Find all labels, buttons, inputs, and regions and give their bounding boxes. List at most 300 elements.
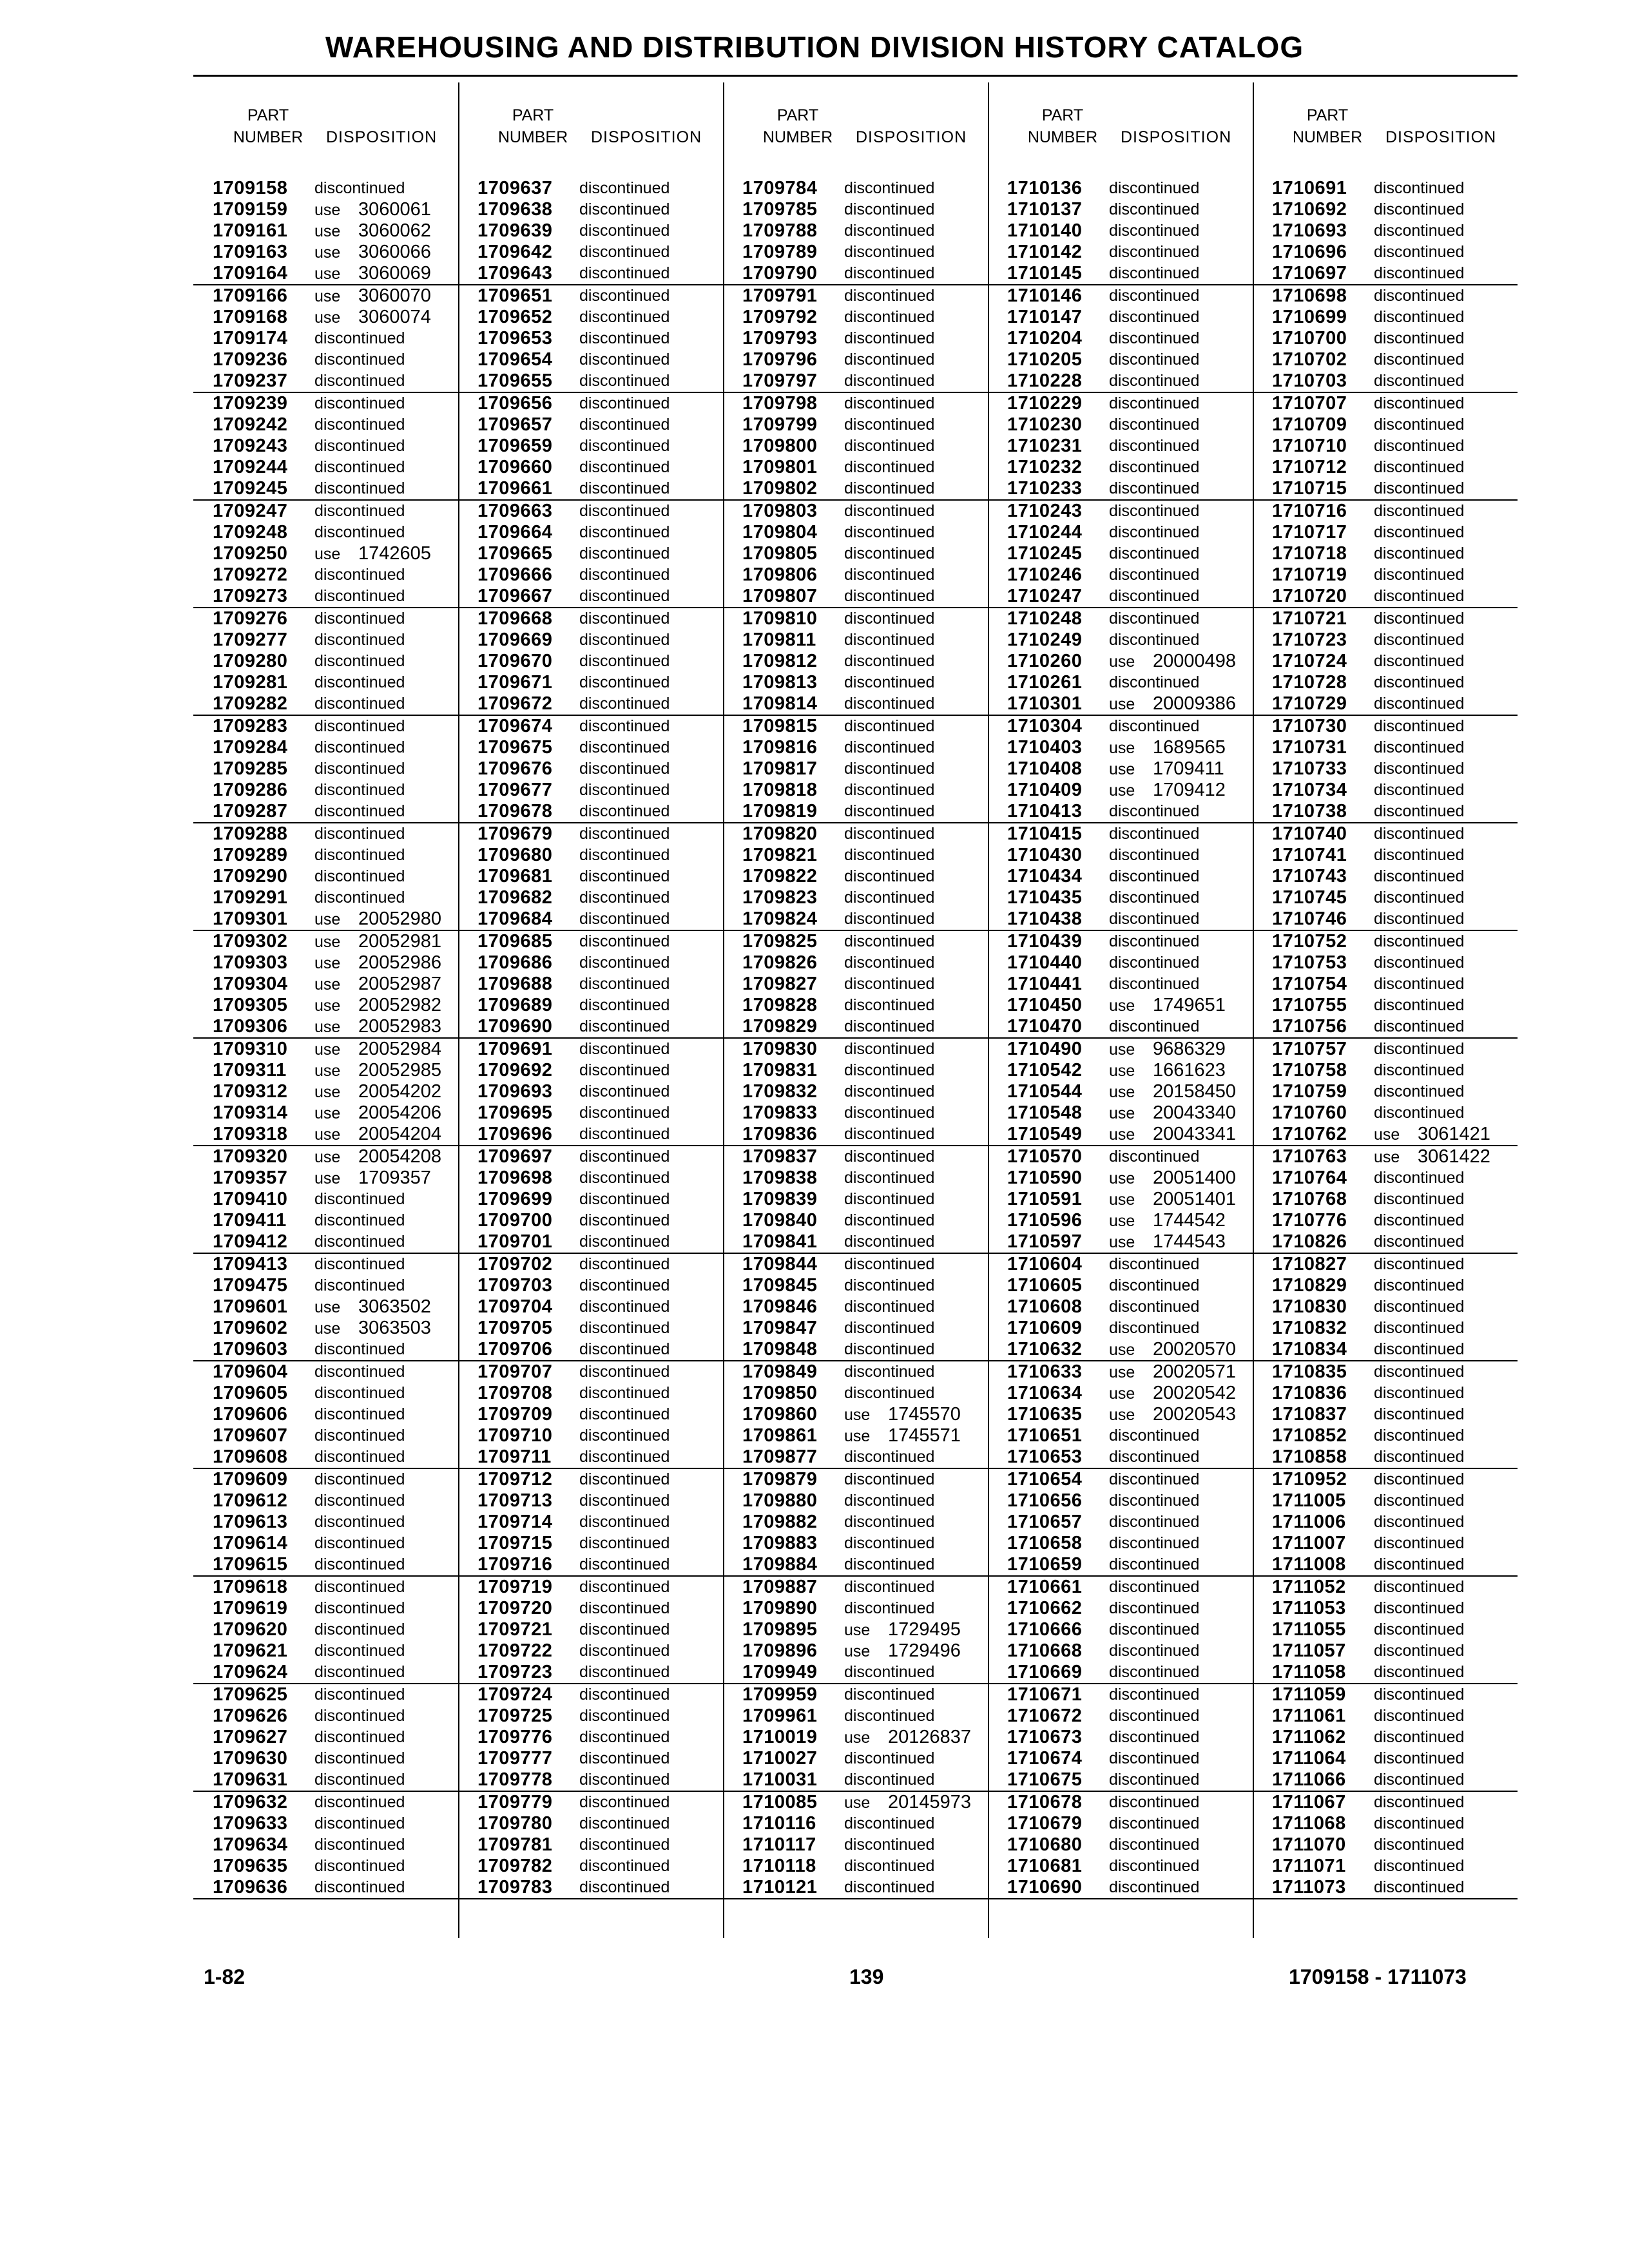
table-row <box>723 220 988 242</box>
part-number: 1709822 <box>742 866 818 887</box>
disposition: discontinued <box>314 1857 405 1875</box>
catalog-table <box>193 79 1518 1943</box>
part-number: 1709725 <box>477 1706 553 1726</box>
part-number: 1709895 <box>742 1619 818 1640</box>
disposition: discontinued <box>314 673 405 691</box>
table-row <box>458 1081 723 1102</box>
disposition: discontinued <box>844 587 935 605</box>
part-number: 1709841 <box>742 1231 818 1252</box>
part-number: 1709667 <box>477 586 553 606</box>
part-number: 1710830 <box>1272 1296 1347 1317</box>
disposition: discontinued <box>579 1298 670 1316</box>
table-row <box>193 952 458 974</box>
table-row <box>723 931 988 952</box>
table-row <box>988 651 1253 672</box>
disposition: discontinued <box>844 932 935 950</box>
disposition: discontinued <box>844 738 935 756</box>
part-number: 1711058 <box>1272 1662 1346 1682</box>
part-number: 1710117 <box>742 1834 816 1855</box>
table-row <box>723 1016 988 1037</box>
table-row <box>988 1168 1253 1189</box>
table-row <box>1253 478 1518 499</box>
table-row <box>1253 1425 1518 1446</box>
disposition: discontinued <box>579 1534 670 1552</box>
part-number: 1709827 <box>742 974 818 994</box>
part-number: 1709820 <box>742 823 818 844</box>
disposition: discontinued <box>579 502 670 520</box>
part-number: 1709805 <box>742 543 818 564</box>
disposition: discontinued <box>1374 932 1465 950</box>
disposition: use1729496 <box>844 1640 961 1661</box>
disposition: discontinued <box>1109 1814 1200 1832</box>
table-row <box>723 1039 988 1060</box>
table-row <box>458 1039 723 1060</box>
disposition: use3060066 <box>314 242 431 262</box>
disposition: use3060062 <box>314 220 431 241</box>
table-row <box>988 801 1253 822</box>
disposition: discontinued <box>1109 479 1200 497</box>
entry-group <box>723 931 988 1039</box>
disposition: discontinued <box>314 351 405 369</box>
table-row <box>458 1275 723 1296</box>
part-number: 1710757 <box>1272 1039 1347 1059</box>
part-number: 1709896 <box>742 1640 818 1661</box>
disposition: discontinued <box>1109 1555 1200 1573</box>
part-number: 1709688 <box>477 974 553 994</box>
disposition: discontinued <box>1109 1319 1200 1337</box>
table-row <box>458 908 723 930</box>
table-row <box>458 199 723 220</box>
part-number: 1709638 <box>477 199 553 220</box>
table-row <box>1253 974 1518 995</box>
disposition: discontinued <box>844 1319 935 1337</box>
disposition: discontinued <box>579 523 670 541</box>
part-number: 1710657 <box>1007 1512 1083 1532</box>
table-row <box>193 1060 458 1081</box>
entry-group <box>458 1792 723 1899</box>
table-row <box>458 285 723 307</box>
disposition: discontinued <box>314 1686 405 1704</box>
disposition: discontinued <box>1374 1470 1465 1488</box>
disposition: discontinued <box>1374 1728 1465 1746</box>
table-row <box>458 1146 723 1168</box>
part-number: 1710678 <box>1007 1792 1083 1812</box>
part-number: 1710590 <box>1007 1168 1083 1188</box>
table-row <box>458 1856 723 1877</box>
disposition: discontinued <box>579 1620 670 1639</box>
disposition: discontinued <box>1109 287 1200 305</box>
table-row <box>458 220 723 242</box>
table-row <box>193 693 458 715</box>
disposition: discontinued <box>1374 264 1465 282</box>
disposition: discontinued <box>1374 695 1465 713</box>
part-number: 1710544 <box>1007 1081 1083 1102</box>
disposition: discontinued <box>314 1878 405 1896</box>
table-row <box>193 349 458 370</box>
part-number: 1709639 <box>477 220 553 241</box>
part-number: 1710146 <box>1007 285 1083 306</box>
disposition: use20020571 <box>1109 1361 1237 1382</box>
table-row <box>723 1254 988 1275</box>
part-number: 1710703 <box>1272 370 1347 391</box>
part-number: 1709168 <box>213 307 288 327</box>
disposition: discontinued <box>844 502 935 520</box>
part-number: 1710768 <box>1272 1189 1347 1209</box>
table-row <box>723 543 988 564</box>
part-number: 1709788 <box>742 220 818 241</box>
part-number: 1709643 <box>477 263 553 284</box>
part-heading-line2: NUMBER <box>233 128 304 146</box>
disposition: discontinued <box>844 1534 935 1552</box>
table-row <box>458 1016 723 1037</box>
table-row <box>458 1404 723 1425</box>
part-number: 1710834 <box>1272 1339 1347 1360</box>
disposition: discontinued <box>314 502 405 520</box>
disposition-heading: DISPOSITION <box>856 128 967 146</box>
part-number: 1709158 <box>213 178 288 198</box>
disposition: discontinued <box>314 1836 405 1854</box>
footer-part-range: 1709158 - 1711073 <box>1289 1965 1467 1988</box>
part-number: 1709624 <box>213 1662 288 1682</box>
part-number: 1709674 <box>477 716 553 736</box>
part-number: 1710669 <box>1007 1662 1083 1682</box>
disposition: discontinued <box>1374 1405 1465 1423</box>
part-number: 1709680 <box>477 845 553 865</box>
table-row <box>458 522 723 543</box>
disposition: discontinued <box>314 1663 405 1681</box>
part-number: 1710244 <box>1007 522 1083 543</box>
disposition: use20054208 <box>314 1146 442 1167</box>
part-number: 1709289 <box>213 845 288 865</box>
disposition: discontinued <box>1374 1578 1465 1596</box>
table-row <box>193 522 458 543</box>
part-number: 1709949 <box>742 1662 818 1682</box>
disposition: discontinued <box>579 329 670 347</box>
disposition: discontinued <box>314 437 405 455</box>
part-number: 1709159 <box>213 199 288 220</box>
disposition: discontinued <box>314 1578 405 1596</box>
disposition: use20000498 <box>1109 651 1237 671</box>
disposition: discontinued <box>579 200 670 218</box>
disposition: discontinued <box>579 308 670 326</box>
disposition: discontinued <box>1374 1686 1465 1704</box>
part-number: 1709722 <box>477 1640 553 1661</box>
table-row <box>193 672 458 693</box>
table-row <box>988 931 1253 952</box>
part-number: 1710653 <box>1007 1446 1083 1467</box>
part-number: 1709715 <box>477 1533 553 1553</box>
disposition: discontinued <box>1374 1836 1465 1854</box>
entry-group <box>1253 1577 1518 1684</box>
disposition: use1742605 <box>314 543 431 564</box>
table-row <box>988 1210 1253 1231</box>
part-number: 1709301 <box>213 908 288 929</box>
part-number: 1709630 <box>213 1748 288 1769</box>
part-number: 1710697 <box>1272 263 1347 284</box>
table-row <box>723 1168 988 1189</box>
table-row <box>723 1598 988 1619</box>
table-row <box>193 1168 458 1189</box>
part-number: 1709789 <box>742 242 818 262</box>
disposition: discontinued <box>579 587 670 605</box>
part-number: 1710699 <box>1272 307 1347 327</box>
part-number: 1711055 <box>1272 1619 1346 1640</box>
part-number: 1710136 <box>1007 178 1083 198</box>
catalog-column-5 <box>1253 79 1518 1943</box>
part-number: 1709304 <box>213 974 288 994</box>
table-row <box>193 1039 458 1060</box>
disposition: discontinued <box>1374 760 1465 778</box>
disposition: discontinued <box>1374 1255 1465 1273</box>
disposition: discontinued <box>1374 243 1465 261</box>
table-row <box>988 242 1253 263</box>
part-number: 1710596 <box>1007 1210 1083 1231</box>
table-row <box>193 716 458 737</box>
disposition: discontinued <box>579 1470 670 1488</box>
disposition: discontinued <box>1109 1017 1200 1035</box>
table-row <box>1253 1124 1518 1145</box>
part-number: 1709798 <box>742 393 818 414</box>
table-row <box>458 1598 723 1619</box>
disposition: use20052987 <box>314 974 442 994</box>
table-row <box>458 1189 723 1210</box>
table-row <box>723 672 988 693</box>
part-number: 1709303 <box>213 952 288 973</box>
disposition: discontinued <box>314 1642 405 1660</box>
part-number: 1709612 <box>213 1490 288 1511</box>
disposition: discontinued <box>844 287 935 305</box>
disposition: discontinued <box>314 1793 405 1811</box>
part-number: 1709706 <box>477 1339 553 1360</box>
part-number: 1709609 <box>213 1469 288 1490</box>
part-number: 1709412 <box>213 1231 288 1252</box>
table-row <box>193 1425 458 1446</box>
part-number: 1710740 <box>1272 823 1347 844</box>
table-row <box>1253 801 1518 822</box>
part-number: 1709163 <box>213 242 288 262</box>
disposition: discontinued <box>844 695 935 713</box>
disposition: discontinued <box>579 1878 670 1896</box>
table-row <box>1253 1490 1518 1512</box>
part-number: 1710231 <box>1007 436 1083 456</box>
table-row <box>1253 845 1518 866</box>
table-row <box>193 1662 458 1683</box>
table-row <box>1253 629 1518 651</box>
disposition: discontinued <box>844 1298 935 1316</box>
disposition: discontinued <box>1109 1663 1200 1681</box>
part-number: 1710605 <box>1007 1275 1083 1296</box>
table-row <box>193 1102 458 1124</box>
disposition: discontinued <box>1374 867 1465 885</box>
disposition: use20009386 <box>1109 693 1237 714</box>
disposition: discontinued <box>844 1578 935 1596</box>
table-row <box>193 1748 458 1769</box>
disposition: use3063502 <box>314 1296 431 1317</box>
table-row <box>988 1554 1253 1575</box>
part-number: 1710204 <box>1007 328 1083 349</box>
table-row <box>458 1769 723 1791</box>
entry-group <box>193 1469 458 1577</box>
table-row <box>458 952 723 974</box>
part-number: 1710763 <box>1272 1146 1347 1167</box>
disposition: use20020570 <box>1109 1339 1237 1360</box>
part-number: 1709818 <box>742 780 818 800</box>
disposition: use1709357 <box>314 1168 431 1188</box>
disposition: discontinued <box>314 566 405 584</box>
table-row <box>723 328 988 349</box>
part-number: 1710085 <box>742 1792 818 1812</box>
part-number-heading <box>494 104 572 148</box>
disposition: discontinued <box>1374 738 1465 756</box>
disposition: discontinued <box>579 1125 670 1143</box>
table-row <box>723 242 988 263</box>
table-row <box>1253 1554 1518 1575</box>
part-number: 1710730 <box>1272 716 1347 736</box>
table-row <box>988 328 1253 349</box>
disposition: discontinued <box>844 1749 935 1767</box>
disposition: discontinued <box>1109 1470 1200 1488</box>
disposition: discontinued <box>314 717 405 735</box>
table-row <box>723 1210 988 1231</box>
part-number: 1709707 <box>477 1361 553 1382</box>
disposition: discontinued <box>1374 975 1465 993</box>
table-row <box>458 887 723 908</box>
table-row <box>988 693 1253 715</box>
table-row <box>193 1124 458 1145</box>
table-row <box>988 1425 1253 1446</box>
part-number: 1710698 <box>1272 285 1347 306</box>
disposition: discontinued <box>579 910 670 928</box>
disposition: discontinued <box>1109 1749 1200 1767</box>
table-row <box>458 242 723 263</box>
part-number: 1710243 <box>1007 501 1083 521</box>
part-number: 1710140 <box>1007 220 1083 241</box>
part-number: 1710434 <box>1007 866 1083 887</box>
disposition: discontinued <box>314 1233 405 1251</box>
table-row <box>988 522 1253 543</box>
part-number: 1709790 <box>742 263 818 284</box>
part-number: 1709174 <box>213 328 288 349</box>
part-number: 1710413 <box>1007 801 1083 822</box>
part-number: 1709685 <box>477 931 553 952</box>
table-row <box>723 608 988 629</box>
disposition: discontinued <box>1374 1233 1465 1251</box>
disposition: discontinued <box>1374 846 1465 864</box>
part-number: 1710635 <box>1007 1404 1083 1425</box>
disposition: discontinued <box>579 351 670 369</box>
entry-group <box>723 393 988 501</box>
disposition: discontinued <box>314 372 405 390</box>
part-number: 1709877 <box>742 1446 818 1467</box>
table-row <box>988 995 1253 1016</box>
entry-group <box>723 1254 988 1361</box>
disposition: discontinued <box>1374 1492 1465 1510</box>
disposition: discontinued <box>314 631 405 649</box>
part-number: 1709838 <box>742 1168 818 1188</box>
part-number: 1710716 <box>1272 501 1347 521</box>
table-row <box>723 629 988 651</box>
table-row <box>723 952 988 974</box>
part-number: 1709791 <box>742 285 818 306</box>
table-row <box>723 1684 988 1706</box>
part-number: 1709475 <box>213 1275 288 1296</box>
entry-group <box>193 501 458 608</box>
table-row <box>988 908 1253 930</box>
disposition: discontinued <box>1374 1190 1465 1208</box>
disposition: discontinued <box>1109 1857 1200 1875</box>
entry-group <box>723 1469 988 1577</box>
table-row <box>1253 457 1518 478</box>
part-number-heading <box>1289 104 1366 148</box>
table-row <box>1253 737 1518 758</box>
table-row <box>1253 501 1518 522</box>
part-number: 1710852 <box>1272 1425 1347 1446</box>
disposition: discontinued <box>844 1513 935 1531</box>
part-number: 1710633 <box>1007 1361 1083 1382</box>
disposition: discontinued <box>579 1040 670 1058</box>
part-number: 1709283 <box>213 716 288 736</box>
disposition: discontinued <box>579 1728 670 1746</box>
disposition: discontinued <box>314 1749 405 1767</box>
table-row <box>458 564 723 586</box>
disposition: discontinued <box>844 394 935 412</box>
disposition: discontinued <box>844 1125 935 1143</box>
entry-group <box>1253 1684 1518 1792</box>
disposition: discontinued <box>1374 587 1465 605</box>
entry-group <box>193 178 458 285</box>
part-number: 1710700 <box>1272 328 1347 349</box>
part-number: 1709306 <box>213 1016 288 1037</box>
part-number: 1709608 <box>213 1446 288 1467</box>
entry-group <box>1253 1254 1518 1361</box>
table-row <box>1253 285 1518 307</box>
disposition: discontinued <box>1109 1599 1200 1617</box>
table-row <box>988 1039 1253 1060</box>
part-number: 1710712 <box>1272 457 1347 477</box>
part-number: 1710707 <box>1272 393 1347 414</box>
disposition: discontinued <box>579 1686 670 1704</box>
table-row <box>723 478 988 499</box>
disposition: discontinued <box>579 437 670 455</box>
entry-group <box>1253 716 1518 823</box>
table-row <box>1253 866 1518 887</box>
table-row <box>193 1512 458 1533</box>
part-number: 1709824 <box>742 908 818 929</box>
disposition: use20043341 <box>1109 1124 1237 1144</box>
part-number: 1709796 <box>742 349 818 370</box>
table-row <box>193 1404 458 1425</box>
part-number: 1709846 <box>742 1296 818 1317</box>
disposition: discontinued <box>1374 1448 1465 1466</box>
part-number: 1709711 <box>477 1446 552 1467</box>
disposition: discontinued <box>1109 846 1200 864</box>
table-row <box>193 586 458 607</box>
part-number: 1711008 <box>1272 1554 1346 1575</box>
part-number: 1709604 <box>213 1361 288 1382</box>
disposition: discontinued <box>844 1017 935 1035</box>
entry-group <box>458 393 723 501</box>
table-row <box>458 1254 723 1275</box>
disposition: discontinued <box>1109 351 1200 369</box>
disposition: discontinued <box>1109 975 1200 993</box>
table-row <box>723 716 988 737</box>
entry-group <box>1253 1146 1518 1254</box>
part-number: 1710709 <box>1272 414 1347 435</box>
disposition: discontinued <box>1374 1555 1465 1573</box>
disposition: discontinued <box>579 738 670 756</box>
table-row <box>1253 1706 1518 1727</box>
table-row <box>458 866 723 887</box>
